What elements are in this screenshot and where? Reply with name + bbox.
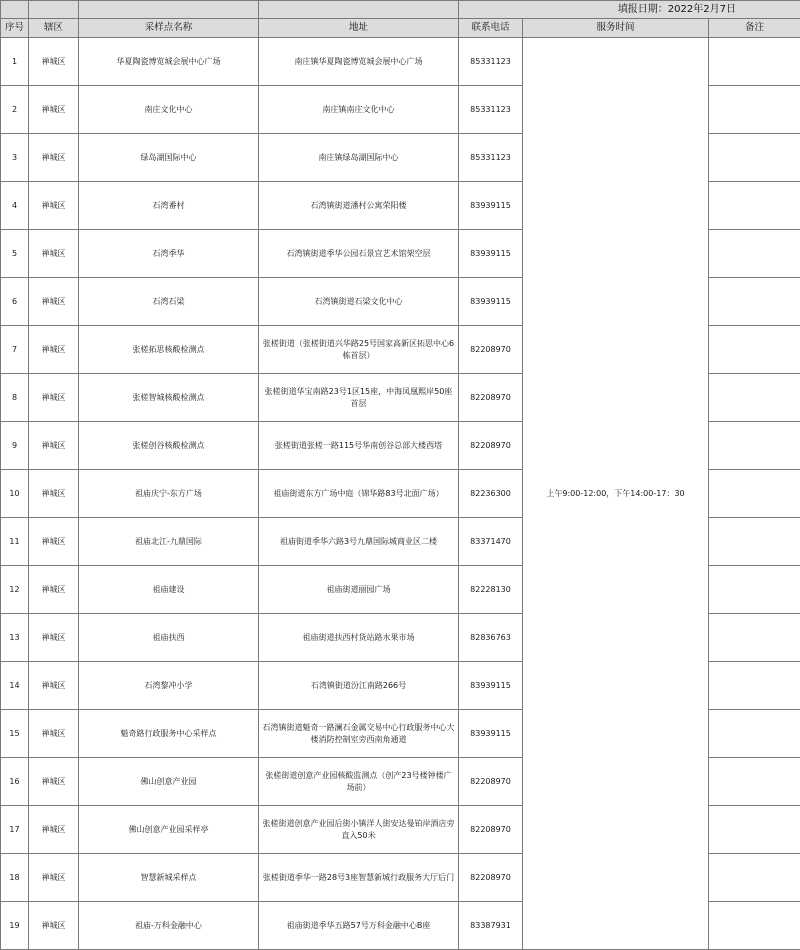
row-seq: 12 (1, 566, 29, 614)
band-cell (1, 1, 29, 19)
row-remark (709, 662, 800, 710)
row-site-name: 石湾番村 (79, 182, 259, 230)
row-site-name: 智慧新城采样点 (79, 854, 259, 902)
row-address: 张槎街道季华一路28号3座智慧新城行政服务大厅后门 (259, 854, 459, 902)
row-remark (709, 182, 800, 230)
row-remark (709, 134, 800, 182)
row-site-name: 魁奇路行政服务中心采样点 (79, 710, 259, 758)
row-site-name: 张槎拓思核酸检测点 (79, 326, 259, 374)
row-seq: 4 (1, 182, 29, 230)
band-cell (259, 1, 459, 19)
row-site-name: 张槎创谷核酸检测点 (79, 422, 259, 470)
row-address: 祖庙街道东方广场中庭（锦华路83号北面广场） (259, 470, 459, 518)
header-phone: 联系电话 (459, 19, 523, 38)
row-address: 石湾镇街道魁奇一路澜石金属交易中心行政服务中心大楼消防控制室旁西南角通道 (259, 710, 459, 758)
row-address: 石湾镇街道潘村公寓荣阳楼 (259, 182, 459, 230)
row-remark (709, 854, 800, 902)
row-seq: 7 (1, 326, 29, 374)
row-address: 石湾镇街道石梁文化中心 (259, 278, 459, 326)
row-address: 南庄镇南庄文化中心 (259, 86, 459, 134)
row-address: 张槎街道创意产业园后街小镇洋人街安达曼铂岸酒店旁直入50米 (259, 806, 459, 854)
row-remark (709, 806, 800, 854)
row-seq: 2 (1, 86, 29, 134)
row-phone: 83939115 (459, 182, 523, 230)
row-site-name: 祖庙建设 (79, 566, 259, 614)
row-site-name: 石湾季华 (79, 230, 259, 278)
row-address: 南庄镇绿岛湖国际中心 (259, 134, 459, 182)
row-site-name: 张槎智城核酸检测点 (79, 374, 259, 422)
row-site-name: 石湾石梁 (79, 278, 259, 326)
row-district: 禅城区 (29, 662, 79, 710)
row-seq: 6 (1, 278, 29, 326)
table-row (1, 38, 800, 86)
row-site-name: 佛山创意产业园 (79, 758, 259, 806)
row-phone: 82208970 (459, 854, 523, 902)
row-phone: 82208970 (459, 374, 523, 422)
row-remark (709, 374, 800, 422)
row-district: 禅城区 (29, 374, 79, 422)
row-phone: 83939115 (459, 662, 523, 710)
header-address: 地址 (259, 19, 459, 38)
row-remark (709, 758, 800, 806)
row-phone: 82236300 (459, 470, 523, 518)
header-row (1, 19, 800, 38)
row-phone: 83939115 (459, 278, 523, 326)
row-district: 禅城区 (29, 614, 79, 662)
row-district: 禅城区 (29, 278, 79, 326)
row-address: 张槎街道张槎一路115号华南创谷总部大楼西塔 (259, 422, 459, 470)
row-district: 禅城区 (29, 230, 79, 278)
row-site-name: 绿岛湖国际中心 (79, 134, 259, 182)
row-seq: 16 (1, 758, 29, 806)
row-seq: 15 (1, 710, 29, 758)
row-seq: 1 (1, 38, 29, 86)
row-address: 张槎街道华宝南路23号1区15座，中海凤凰熙岸50座首层 (259, 374, 459, 422)
row-address: 祖庙街道季华五路57号万科金融中心B座 (259, 902, 459, 950)
row-remark (709, 86, 800, 134)
row-phone: 85331123 (459, 86, 523, 134)
row-address: 张槎街道创意产业园核酸监测点（创产23号楼钟楼广场前） (259, 758, 459, 806)
row-seq: 9 (1, 422, 29, 470)
row-address: 祖庙街道扶西村货站路水果市场 (259, 614, 459, 662)
row-phone: 82836763 (459, 614, 523, 662)
row-phone: 83939115 (459, 230, 523, 278)
header-district: 辖区 (29, 19, 79, 38)
row-site-name: 祖庙-万科金融中心 (79, 902, 259, 950)
row-district: 禅城区 (29, 422, 79, 470)
row-remark (709, 566, 800, 614)
row-remark (709, 38, 800, 86)
row-remark (709, 470, 800, 518)
row-address: 祖庙街道季华六路3号九鼎国际城商业区二楼 (259, 518, 459, 566)
row-site-name: 祖庙扶西 (79, 614, 259, 662)
row-phone: 82208970 (459, 326, 523, 374)
row-district: 禅城区 (29, 710, 79, 758)
row-district: 禅城区 (29, 806, 79, 854)
row-site-name: 祖庙北江-九鼎国际 (79, 518, 259, 566)
row-seq: 10 (1, 470, 29, 518)
row-district: 禅城区 (29, 470, 79, 518)
row-remark (709, 902, 800, 950)
row-remark (709, 710, 800, 758)
row-remark (709, 326, 800, 374)
row-district: 禅城区 (29, 182, 79, 230)
header-site-name: 采样点名称 (79, 19, 259, 38)
row-site-name: 祖庙庆宁-东方广场 (79, 470, 259, 518)
row-phone: 82208970 (459, 806, 523, 854)
row-seq: 13 (1, 614, 29, 662)
header-remark: 备注 (709, 19, 800, 38)
band-cell (29, 1, 79, 19)
row-site-name: 华夏陶瓷博览城会展中心广场 (79, 38, 259, 86)
row-remark (709, 422, 800, 470)
row-site-name: 南庄文化中心 (79, 86, 259, 134)
row-seq: 11 (1, 518, 29, 566)
row-remark (709, 278, 800, 326)
row-phone: 83371470 (459, 518, 523, 566)
row-address: 张槎街道（张槎街道兴华路25号国家高新区拓思中心6栋首层） (259, 326, 459, 374)
row-phone: 83939115 (459, 710, 523, 758)
row-site-name: 石湾黎冲小学 (79, 662, 259, 710)
header-service-time: 服务时间 (523, 19, 709, 38)
row-district: 禅城区 (29, 134, 79, 182)
row-phone: 82208970 (459, 758, 523, 806)
row-remark (709, 518, 800, 566)
row-seq: 17 (1, 806, 29, 854)
row-address: 石湾镇街道汾江南路266号 (259, 662, 459, 710)
row-phone: 83387931 (459, 902, 523, 950)
row-site-name: 佛山创意产业园采样亭 (79, 806, 259, 854)
row-address: 石湾镇街道季华公园石景宜艺术馆架空层 (259, 230, 459, 278)
service-time-cell: 上午9:00-12:00，下午14:00-17：30 (523, 38, 709, 950)
row-seq: 14 (1, 662, 29, 710)
row-phone: 85331123 (459, 38, 523, 86)
row-seq: 3 (1, 134, 29, 182)
row-seq: 19 (1, 902, 29, 950)
row-phone: 82208970 (459, 422, 523, 470)
row-seq: 5 (1, 230, 29, 278)
header-seq: 序号 (1, 19, 29, 38)
row-district: 禅城区 (29, 326, 79, 374)
row-district: 禅城区 (29, 518, 79, 566)
row-district: 禅城区 (29, 566, 79, 614)
row-remark (709, 230, 800, 278)
fill-date: 填报日期：2022年2月7日 (459, 1, 800, 19)
row-seq: 18 (1, 854, 29, 902)
row-remark (709, 614, 800, 662)
row-district: 禅城区 (29, 86, 79, 134)
row-district: 禅城区 (29, 854, 79, 902)
row-district: 禅城区 (29, 758, 79, 806)
row-address: 南庄镇华夏陶瓷博览城会展中心广场 (259, 38, 459, 86)
row-address: 祖庙街道丽园广场 (259, 566, 459, 614)
row-phone: 85331123 (459, 134, 523, 182)
fill-date-band (1, 1, 800, 19)
row-district: 禅城区 (29, 902, 79, 950)
row-district: 禅城区 (29, 38, 79, 86)
band-cell (79, 1, 259, 19)
row-phone: 82228130 (459, 566, 523, 614)
row-seq: 8 (1, 374, 29, 422)
